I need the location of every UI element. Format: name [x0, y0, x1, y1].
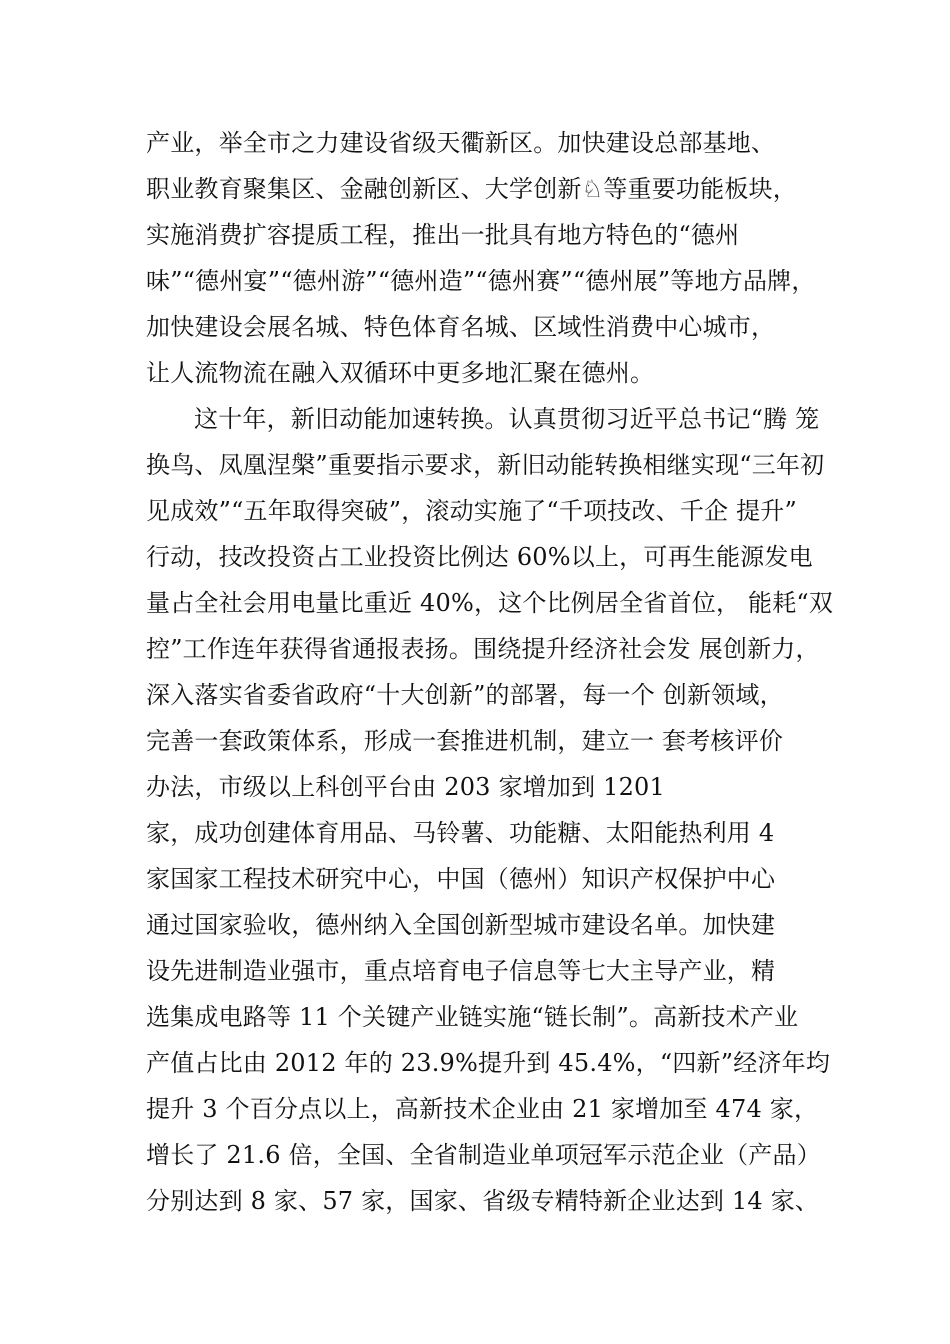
text-line: 设先进制造业强市，重点培育电子信息等七大主导产业，精: [146, 957, 776, 985]
text-line: 控”工作连年获得省通报表扬。围绕提升经济社会发 展创新力，: [146, 635, 820, 663]
text-line: 办法，市级以上科创平台由 203 家增加到 1201: [146, 773, 665, 801]
text-line: 完善一套政策体系，形成一套推进机制，建立一 套考核评价: [146, 727, 784, 755]
text-line: 产业，举全市之力建设省级天衢新区。加快建设总部基地、: [146, 129, 776, 157]
text-line: 提升 3 个百分点以上，高新技术企业由 21 家增加至 474 家，: [146, 1095, 819, 1123]
text-line: 选集成电路等 11 个关键产业链实施“链长制”。高新技术产业: [146, 1003, 799, 1031]
text-line: 行动，技改投资占工业投资比例达 60%以上，可再生能源发电: [146, 543, 813, 571]
text-line: 实施消费扩容提质工程，推出一批具有地方特色的“德州: [146, 221, 740, 249]
text-line: 深入落实省委省政府“十大创新”的部署，每一个 创新领域，: [146, 681, 784, 709]
text-line: 产值占比由 2012 年的 23.9%提升到 45.4%，“四新”经济年均: [146, 1049, 831, 1077]
text-line: 增长了 21.6 倍，全国、全省制造业单项冠军示范企业（产品）: [146, 1141, 821, 1169]
text-line: 分别达到 8 家、57 家，国家、省级专精特新企业达到 14 家、: [146, 1187, 820, 1215]
text-line: 家，成功创建体育用品、马铃薯、功能糖、太阳能热利用 4: [146, 819, 775, 847]
text-line: 让人流物流在融入双循环中更多地汇聚在德州。: [146, 359, 655, 387]
body-text: [146, 120, 866, 1224]
text-line: 家国家工程技术研究中心，中国（德州）知识产权保护中心: [146, 865, 776, 893]
text-line: 换鸟、凤凰涅槃”重要指示要求，新旧动能转换相继实现“三年初: [146, 451, 825, 479]
text-line: 味”“德州宴”“德州游”“德州造”“德州赛”“德州展”等地方品牌，: [146, 267, 816, 295]
text-line: 量占全社会用电量比重近 40%，这个比例居全省首位， 能耗“双: [146, 589, 834, 617]
paragraph-first-line: 这十年，新旧动能加速转换。认真贯彻习近平总书记“腾 笼: [194, 405, 820, 433]
text-line: 职业教育聚集区、金融创新区、大学创新♘等重要功能板块，: [146, 175, 797, 203]
text-line: 通过国家验收，德州纳入全国创新型城市建设名单。加快建: [146, 911, 776, 939]
text-line: 见成效”“五年取得突破”，滚动实施了“千项技改、千企 提升”: [146, 497, 797, 525]
text-line: 加快建设会展名城、特色体育名城、区域性消费中心城市，: [146, 313, 776, 341]
